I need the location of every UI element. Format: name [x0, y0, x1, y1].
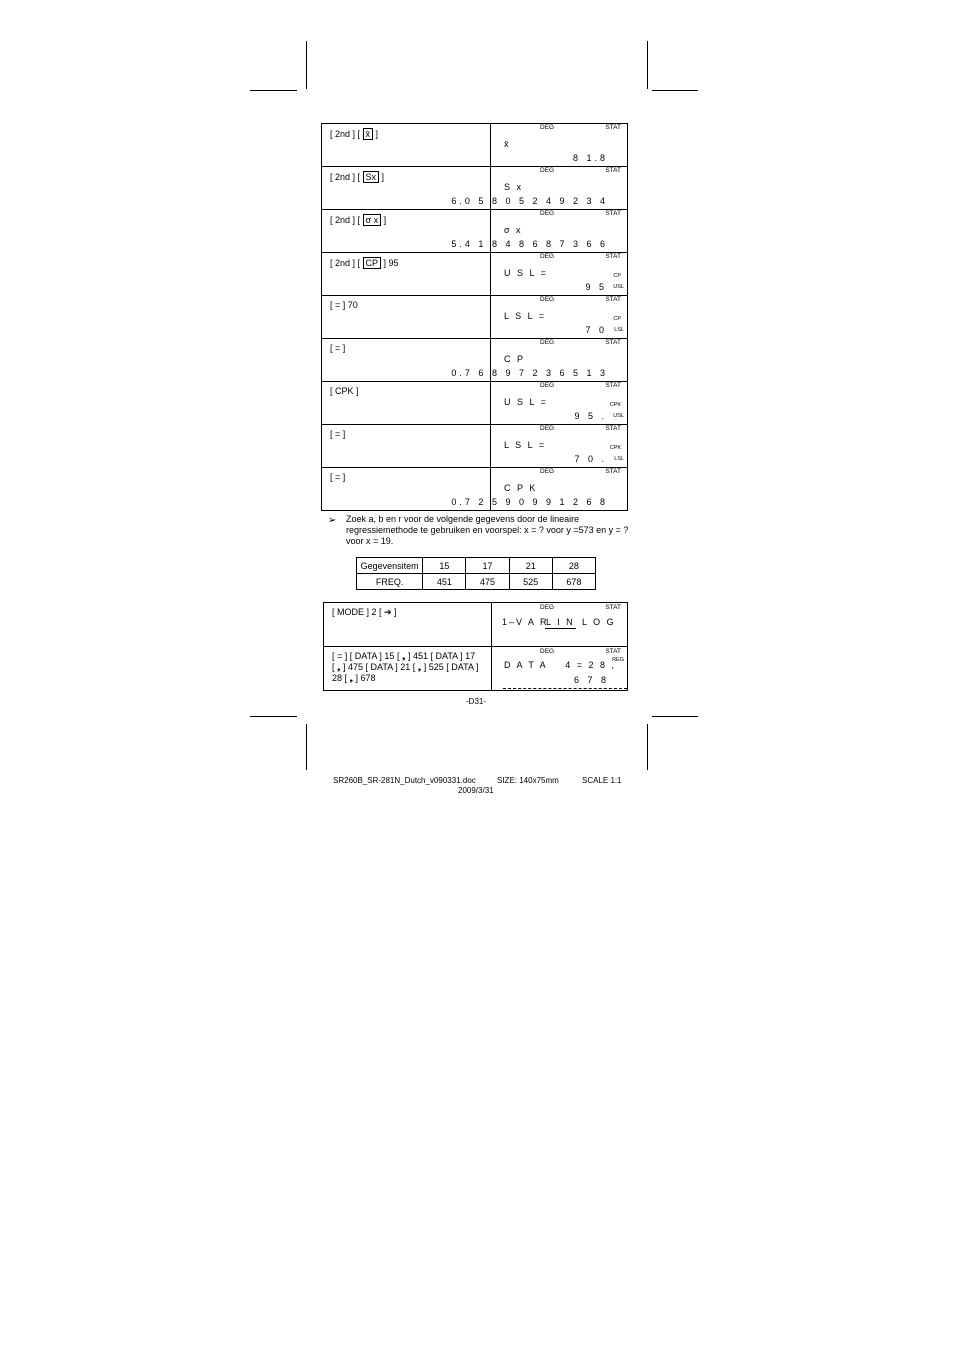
keystroke-text: [ MODE ] 2 [ ➔ ]: [332, 607, 397, 617]
lcd-option-lin: L I N: [546, 617, 575, 627]
lcd-display: [491, 382, 628, 425]
table-row: [322, 425, 628, 468]
keystroke-text: [ = ]: [330, 429, 346, 439]
crop-mark: [250, 90, 297, 91]
table-cell: 525: [509, 574, 552, 590]
reg-indicator: REG: [612, 657, 624, 663]
lcd-display: [492, 603, 628, 647]
deg-indicator: DEG: [540, 167, 555, 174]
lcd-edge: [491, 510, 627, 511]
mode-keystroke-table: [323, 602, 628, 691]
crop-mark: [306, 724, 307, 770]
deg-indicator: DEG: [540, 124, 555, 131]
crop-mark: [652, 716, 698, 717]
lcd-display: [491, 425, 628, 468]
lcd-mode-indicator: CPK: [609, 402, 621, 408]
keystroke-cell: [324, 603, 492, 647]
lcd-edge: [503, 688, 627, 689]
lcd-line-2: 0.7 2 5 9 0 9 9 1 2 6 8: [451, 497, 608, 507]
bullet-arrow-icon: ➢: [328, 515, 337, 526]
lcd-mode-indicator: CP: [613, 316, 621, 322]
footer-filename: SR260B_SR-281N_Dutch_v090331.doc: [333, 776, 476, 785]
page-number: -D31-: [466, 697, 487, 706]
lcd-option-1var: 1–V A R: [502, 617, 549, 627]
lcd-line-2: 7 0: [585, 325, 607, 335]
keystroke-cell: [324, 647, 492, 691]
lcd-line-1: L S L =: [504, 311, 547, 321]
table-row: [324, 603, 628, 647]
lcd-line-1: x̄: [504, 139, 511, 149]
lcd-line-1: C P: [504, 354, 526, 364]
deg-indicator: DEG: [540, 425, 555, 432]
keystroke-text: [ 2nd ] [: [330, 215, 363, 225]
keystroke-cell: [322, 253, 491, 296]
keystroke-line: [ ❟ ] 475 [ DATA ] 21 [ ❟ ] 525 [ DATA ]: [332, 662, 479, 672]
lcd-line-2: 9 5: [585, 282, 607, 292]
lcd-limit-indicator: USL: [613, 284, 624, 290]
deg-indicator: DEG: [540, 339, 555, 346]
lcd-mode-indicator: CP: [613, 273, 621, 279]
stat-indicator: STAT: [605, 167, 621, 174]
lcd-line-1: D A T A 4 = 2 8 ,: [504, 660, 616, 670]
lcd-line-2: 6.0 5 8 0 5 2 4 9 2 3 4: [451, 196, 608, 206]
table-row: [322, 253, 628, 296]
lcd-display: [451, 167, 628, 210]
key-label-box: CP: [363, 257, 382, 269]
stat-indicator: STAT: [605, 339, 621, 346]
key-label-box: Sx: [363, 171, 380, 183]
table-cell: 28: [552, 558, 595, 574]
keystroke-text: [ 2nd ] [: [330, 129, 363, 139]
deg-indicator: DEG: [540, 468, 555, 475]
lcd-line-2: 0.7 6 8 9 7 2 3 6 5 1 3: [451, 368, 608, 378]
lcd-display: [491, 253, 628, 296]
keystroke-line: 28 [ ❟ ] 678: [332, 673, 376, 683]
keystroke-text: ]: [381, 215, 387, 225]
stat-indicator: STAT: [605, 648, 621, 655]
stat-indicator: STAT: [605, 253, 621, 260]
frequency-table: [356, 557, 596, 590]
deg-indicator: DEG: [540, 648, 555, 655]
footer-scale: SCALE 1:1: [582, 776, 622, 785]
lcd-line-1: σ x: [504, 225, 523, 235]
table-row: [357, 574, 596, 590]
lcd-line-1: U S L =: [504, 268, 548, 278]
table-row: [322, 296, 628, 339]
lcd-display: [451, 468, 628, 511]
crop-mark: [306, 41, 307, 89]
footer-date: 2009/3/31: [458, 786, 494, 795]
lcd-limit-indicator: USL: [613, 413, 624, 419]
table-row: [322, 468, 628, 511]
stat-indicator: STAT: [605, 468, 621, 475]
keystroke-display-table: [321, 123, 628, 511]
stat-indicator: STAT: [605, 296, 621, 303]
table-row: [322, 167, 628, 210]
deg-indicator: DEG: [540, 382, 555, 389]
lcd-mode-indicator: CPK: [609, 445, 621, 451]
lcd-line-1: L S L =: [504, 440, 547, 450]
table-row: [324, 647, 628, 691]
stat-indicator: STAT: [605, 604, 621, 611]
table-row: [322, 210, 628, 253]
lcd-line-2: 6 7 8: [573, 675, 609, 685]
keystroke-cell: [322, 382, 491, 425]
keystroke-text: [ = ]: [330, 343, 346, 353]
stat-indicator: STAT: [605, 124, 621, 131]
rows-body: [322, 124, 628, 511]
lcd-line-2: 9 5 .: [574, 411, 607, 421]
key-label-box: x̄: [363, 128, 374, 140]
table-cell: 21: [509, 558, 552, 574]
keystroke-text: [ 2nd ] [: [330, 172, 363, 182]
instruction-paragraph: Zoek a, b en r voor de volgende gegevens door de lineaire regressiemethode te gebruiken en voorspel: x = ? voor y =573 en y = ? voor x = 19.: [346, 514, 629, 546]
footer-size: SIZE: 140x75mm: [497, 776, 559, 785]
stat-indicator: STAT: [605, 382, 621, 389]
keystroke-text: ]: [379, 172, 385, 182]
keystroke-text: [ CPK ]: [330, 386, 359, 396]
stat-indicator: STAT: [605, 210, 621, 217]
lcd-display: [491, 124, 628, 167]
lcd-line-1: U S L =: [504, 397, 548, 407]
keystroke-text: ] 95: [381, 258, 399, 268]
keystroke-text: ]: [373, 129, 379, 139]
table-row: [322, 124, 628, 167]
lcd-line-1: C P K: [504, 483, 538, 493]
lcd-option-log: L O G: [582, 617, 616, 627]
table-row: [322, 339, 628, 382]
deg-indicator: DEG: [540, 253, 555, 260]
keystroke-text: [ = ] 70: [330, 300, 358, 310]
table-cell: 17: [466, 558, 509, 574]
crop-mark: [647, 724, 648, 770]
deg-indicator: DEG: [540, 210, 555, 217]
lcd-display: [451, 210, 628, 253]
table-cell: 15: [423, 558, 466, 574]
lcd-display: [451, 339, 628, 382]
crop-mark: [647, 41, 648, 89]
keystroke-cell: [322, 124, 491, 167]
deg-indicator: DEG: [540, 604, 555, 611]
key-label-box: σ x: [363, 214, 382, 226]
lcd-line-1: S x: [504, 182, 524, 192]
deg-indicator: DEG: [540, 296, 555, 303]
stat-indicator: STAT: [605, 425, 621, 432]
table-cell: 451: [423, 574, 466, 590]
lcd-limit-indicator: LSL: [614, 327, 624, 333]
table-cell: Gegevensitem: [357, 558, 423, 574]
table-cell: FREQ.: [357, 574, 423, 590]
lcd-line-2: 5.4 1 8 4 8 6 8 7 3 6 6: [451, 239, 608, 249]
keystroke-cell: [322, 296, 491, 339]
lcd-line-2: 7 0 .: [574, 454, 607, 464]
lcd-limit-indicator: LSL: [614, 456, 624, 462]
keystroke-cell: [322, 425, 491, 468]
table-row: [322, 382, 628, 425]
lcd-line-2: 8 1.8: [572, 153, 608, 163]
table-row: [357, 558, 596, 574]
keystroke-text: [ 2nd ] [: [330, 258, 363, 268]
lcd-display: [492, 647, 628, 691]
lcd-display: [491, 296, 628, 339]
keystroke-text: [ = ]: [330, 472, 346, 482]
table-cell: 475: [466, 574, 509, 590]
crop-mark: [250, 716, 297, 717]
crop-mark: [652, 90, 698, 91]
table-cell: 678: [552, 574, 595, 590]
keystroke-line: [ = ] [ DATA ] 15 [ ❟ ] 451 [ DATA ] 17: [332, 651, 476, 661]
